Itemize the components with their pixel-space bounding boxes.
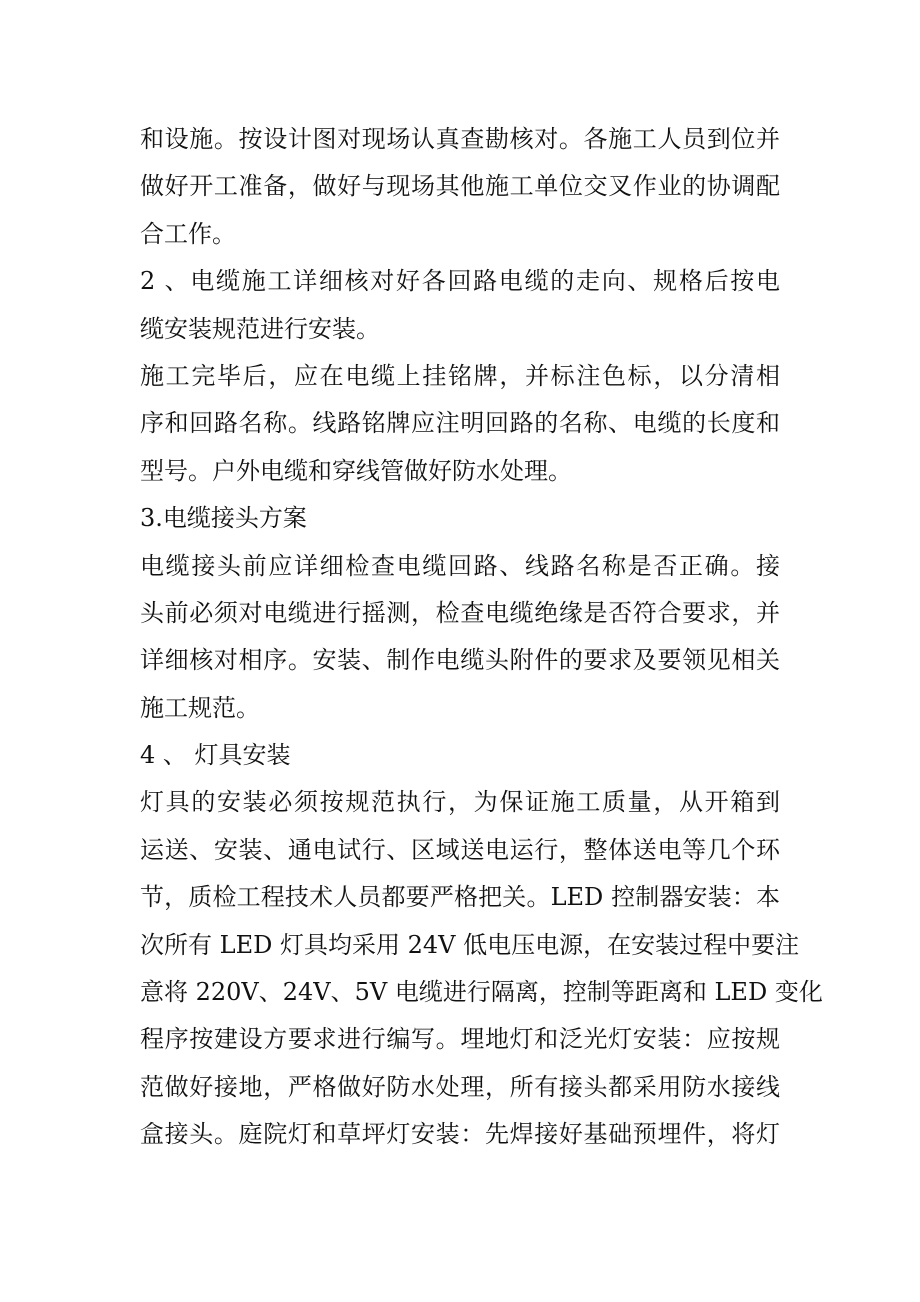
section-heading: 4 、 灯具安装 (140, 741, 291, 770)
text-line: 范做好接地，严格做好防水处理，所有接头都采用防水接线 (140, 1072, 780, 1101)
text-line: 和设施。按设计图对现场认真查勘核对。各施工人员到位并 (140, 125, 780, 153)
text-line: 详细核对相序。安装、制作电缆头附件的要求及要领见相关 (140, 646, 780, 675)
text-line: 合工作。 (140, 219, 236, 248)
text-line: 意将 220V、24V、5V 电缆进行隔离，控制等距离和 LED 变化 (140, 978, 823, 1007)
text-line: 次所有 LED 灯具均采用 24V 低电压电源，在安装过程中要注 (140, 930, 800, 959)
text-line: 缆安装规范进行安装。 (140, 314, 380, 343)
text-line: 盒接头。庭院灯和草坪灯安装：先焊接好基础预埋件，将灯 (140, 1120, 780, 1149)
text-line: 节，质检工程技术人员都要严格把关。LED 控制器安装：本 (140, 883, 780, 912)
text-line: 运送、安装、通电试行、区域送电运行，整体送电等几个环 (140, 835, 780, 864)
text-line: 2 、电缆施工详细核对好各回路电缆的走向、规格后按电 (140, 267, 780, 296)
document-body (140, 116, 823, 1159)
text-line: 头前必须对电缆进行摇测，检查电缆绝缘是否符合要求，并 (140, 598, 780, 627)
section-heading: 3.电缆接头方案 (140, 504, 307, 533)
text-line: 施工规范。 (140, 693, 260, 722)
text-line: 灯具的安装必须按规范执行，为保证施工质量，从开箱到 (140, 788, 780, 817)
text-line: 做好开工准备，做好与现场其他施工单位交叉作业的协调配 (140, 172, 780, 201)
text-line: 型号。户外电缆和穿线管做好防水处理。 (140, 456, 572, 485)
text-line: 施工完毕后，应在电缆上挂铭牌，并标注色标，以分清相 (140, 361, 780, 390)
text-line: 序和回路名称。线路铭牌应注明回路的名称、电缆的长度和 (140, 409, 780, 438)
text-line: 电缆接头前应详细检查电缆回路、线路名称是否正确。接 (140, 551, 780, 580)
text-line: 程序按建设方要求进行编写。埋地灯和泛光灯安装：应按规 (140, 1025, 780, 1054)
